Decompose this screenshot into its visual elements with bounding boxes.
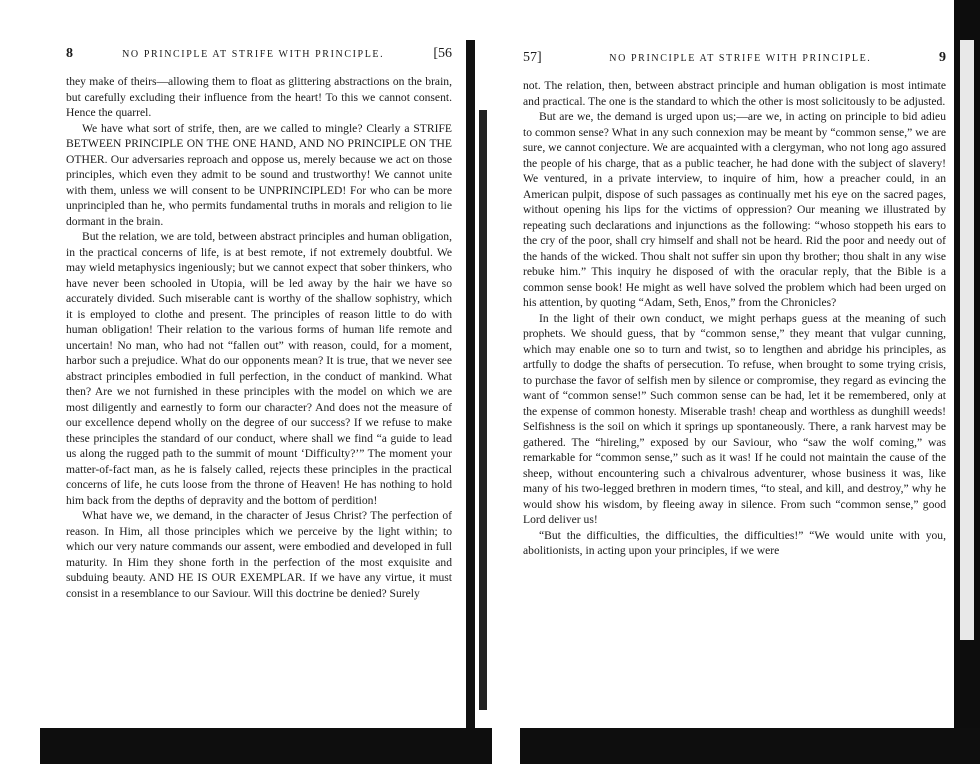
left-running-title: NO PRINCIPLE AT STRIFE WITH PRINCIPLE.	[122, 49, 385, 60]
right-bracket-number: 57]	[523, 50, 542, 65]
paragraph: What have we, we demand, in the character of Jesus Christ? The perfection of reason. In Him, all those principles which we perceive by the light within; to which our very nature commands our assent, were embodied and developed in full maturity. In Him they shone forth in the perfection of the most exquisite and subduing beauty. AND HE IS OUR EXEMPLAR. If we have any virtue, it must consist in a resemblance to our Saviour. Will this doctrine be denied? Surely	[66, 509, 452, 600]
right-body-text	[523, 78, 946, 559]
paragraph: But are we, the demand is urged upon us;—are we, in acting on principle to bid adieu to common sense? What in any such connexion may be meant by “common sense,” we are sure, we cannot conjecture. We are acquainted with a clergyman, who not long ago assured the people of his charge, that as a public teacher, he had done with the subject of slavery! We ventured, in a private interview, to inquire of him, how a preacher could, in an American pulpit, dispose of such passages as continually met his eye on the sacred pages, without opening his lips for the victims of oppression? Our meaning we illustrated by repeating such declarations and injunctions as the following: “whoso stoppeth his ears to the cry of the poor, shall cry himself and shall not be heard. Rid the poor and needy out of the hands of the wicked. Thou shalt not suffer sin upon thy brother; thou shalt in any wise rebuke him.” This inquiry he disposed of with the oracular reply, that the Bible is a common sense book! He might as well have solved the problem which had been urged on his attention, by quoting “Adam, Seth, Enos,” from the Chronicles?	[523, 110, 946, 309]
scan-bottom-shadow-left	[40, 728, 492, 764]
right-page	[497, 0, 980, 764]
paragraph: “But the difficulties, the difficulties, the difficulties!” “We would unite with you, abolitionists, in acting upon your principles, if we were	[523, 528, 946, 557]
gutter-shadow-left	[466, 40, 475, 764]
paragraph: But the relation, we are told, between abstract principles and human obligation, in the practical concerns of life, is at best remote, if not extremely doubtful. We may wield metaphysics ingeniously; but we cannot expect that sober thinkers, who have never been schooled in Utopia, will be led away by the hair we have so accurately divided. Such miserable cant is worthy of the shallow sophistry, which it is employed to clothe and present. The principles of reason little to do with human obligation! Their relation to the various forms of human life remote and uncertain! No man, who had not “fallen out” with reason, could, for a moment, harbor such a prejudice. What do our opponents mean? It is true, that we never see abstract principles embodied in full perfection, in the conduct of mankind. What then? Are we not furnished in these principles with the model on which we are most diligently and earnestly to form our character? And does not the measure of our excellence depend wholly on the degree of our success? If we refuse to make these principles the standard of our conduct, where shall we find “a guide to lead us along the rugged path to the summit of mount ‘Difficulty?’” The moment your matter-of-fact man, as he is falsely called, rejects these principles in the practical concerns of life, he cuts loose from the throne of Heaven! He has nothing to hold him back from the depths of depravity and the bottom of perdition!	[66, 230, 452, 507]
left-bracket-number: [56	[433, 46, 452, 61]
left-page	[0, 0, 466, 764]
right-page-number: 9	[938, 50, 946, 65]
paragraph: In the light of their own conduct, we might perhaps guess at the meaning of such prophets. We should guess, that by “common sense,” they meant that vulgar cunning, which may enable one so to turn and twist, so to lengthen and abridge his principles, as artfully to dodge the shafts of persecution. To refuse, when brought to some trying crisis, to purchase the favor of selfish men by silence or compromise, they regard as evincing the want of “common sense!” Such common sense can be had, let it be remembered, only at the expense of common honesty. Miserable trash! cheap and worthless as dunghill weeds! Selfishness is the soil on which it springs up spontaneously. There, a rank harvest may be gathered. The “hireling,” exposed by our Saviour, who “saw the wolf coming,” was remarkable for “common sense,” such as it was! If he could not maintain the cause of the sheep, without encountering such a chivalrous adventurer, whose business it was, like many of his two-legged brethren in modern times, “to steal, and kill, and destroy,” why he would show his wisdom, by fleeing away in silence. From such “common sense,” good Lord deliver us!	[523, 311, 946, 526]
gutter-shadow-right	[479, 110, 487, 710]
left-running-head	[66, 46, 452, 62]
paragraph: they make of theirs—allowing them to float as glittering abstractions on the brain, but carefully excluding their influence from the heart! To this we cannot consent. Hence the quarrel.	[66, 75, 452, 119]
left-body-text	[66, 74, 452, 601]
right-running-title: NO PRINCIPLE AT STRIFE WITH PRINCIPLE.	[609, 53, 872, 64]
book-gutter	[466, 40, 497, 764]
page-edge-strip	[960, 40, 974, 640]
paragraph: We have what sort of strife, then, are we called to mingle? Clearly a STRIFE BETWEEN PRINCIPLE ON THE ONE HAND, AND NO PRINCIPLE ON THE OTHER. Our adversaries reproach and oppose us, merely because we act on those principles, which even they admit to be sound and trustworthy! We cannot unite with them, unless we will consent to be UNPRINCIPLED! For who can be more unprincipled than he, who permits fundamental truths in morals and religion to lie dormant in the brain.	[66, 121, 452, 228]
right-running-head	[523, 50, 946, 66]
left-page-number: 8	[66, 46, 73, 61]
paragraph: not. The relation, then, between abstract principle and human obligation is most intimate and practical. The one is the standard to which the other is most solicitously to be adjusted.	[523, 79, 946, 108]
scan-bottom-shadow-right	[520, 728, 980, 764]
scan-right-edge	[954, 0, 980, 764]
